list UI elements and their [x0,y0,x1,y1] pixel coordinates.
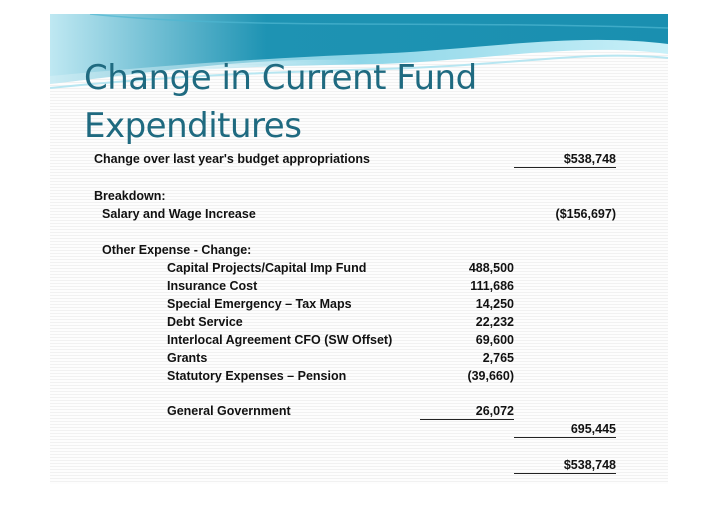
breakdown-heading: Breakdown: [94,189,166,203]
slide-title-line-2: Expenditures [84,106,302,146]
subtotal-underline [514,437,616,438]
grand-total-underline [514,473,616,474]
salary-label: Salary and Wage Increase [102,207,256,221]
general-government-label: General Government [167,404,291,418]
expense-item-value: 488,500 [468,261,514,275]
other-expense-total: 695,445 [570,422,616,436]
expense-item-value: 2,765 [482,351,514,365]
expense-item-value: 14,250 [475,297,514,311]
salary-value: ($156,697) [555,207,616,221]
expense-item-value: (39,660) [467,369,514,383]
summary-underline [514,167,616,168]
expense-item-value: 22,232 [475,315,514,329]
grand-total: $538,748 [563,458,616,472]
expense-item-label: Debt Service [167,315,243,329]
expense-item-label: Insurance Cost [167,279,258,293]
summary-value: $538,748 [563,152,616,166]
general-government-underline [420,419,514,420]
other-expense-heading: Other Expense - Change: [102,243,252,257]
expense-item-label: Capital Projects/Capital Imp Fund [167,261,367,275]
summary-label: Change over last year's budget appropriations [94,152,370,166]
general-government-value: 26,072 [475,404,514,418]
expense-item-label: Statutory Expenses – Pension [167,369,347,383]
expense-item-label: Grants [167,351,208,365]
slide-title-line-1: Change in Current Fund [84,58,477,98]
expense-item-value: 69,600 [475,333,514,347]
expense-item-label: Special Emergency – Tax Maps [167,297,352,311]
expense-item-label: Interlocal Agreement CFO (SW Offset) [167,333,393,347]
expense-item-value: 111,686 [470,279,514,293]
